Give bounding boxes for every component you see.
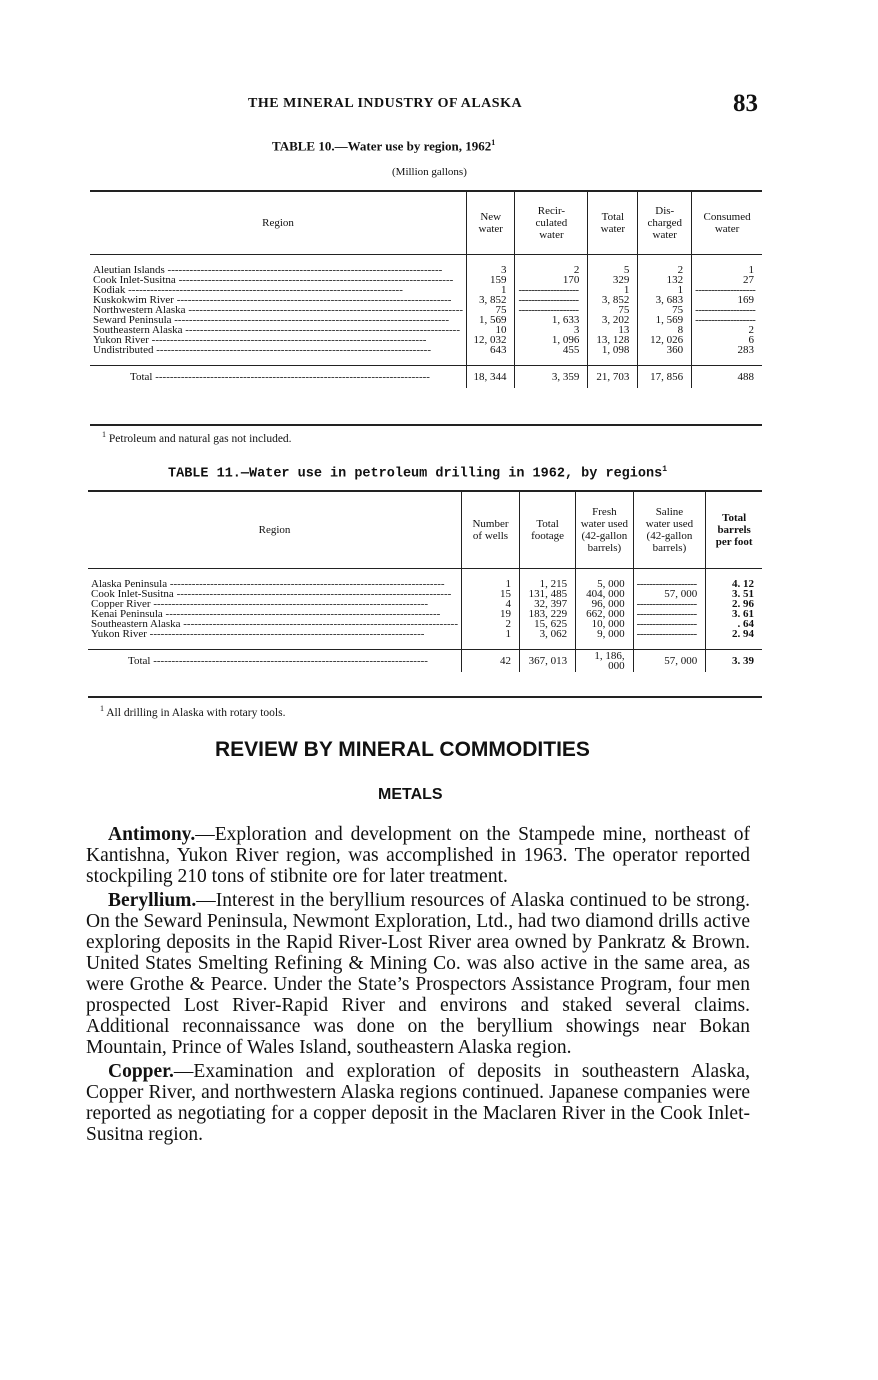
table10-header-row	[90, 192, 762, 254]
t10-total-total: 21, 703	[588, 365, 638, 388]
t10-new: 159	[467, 275, 515, 285]
t10-discharged: 75	[638, 305, 692, 315]
table10-footnote	[102, 430, 292, 445]
t10-discharged: 132	[638, 275, 692, 285]
paragraph-lead: Antimony.	[108, 824, 196, 845]
t10-col-discharged: Dis- charged water	[638, 192, 692, 254]
t10-region: Kodiak -----	[90, 285, 467, 295]
running-title: THE MINERAL INDUSTRY OF ALASKA	[248, 96, 523, 111]
t11-region: Kenai Peninsula -----	[88, 609, 462, 619]
table-row	[90, 285, 762, 295]
section-title: REVIEW BY MINERAL COMMODITIES	[215, 738, 590, 761]
t10-new: 643	[467, 345, 515, 355]
t11-footage: 1, 215	[519, 579, 575, 589]
t11-footage: 3, 062	[519, 629, 575, 639]
table-row	[90, 305, 762, 315]
t10-total: 13	[588, 325, 638, 335]
t11-region: Alaska Peninsula -----	[88, 579, 462, 589]
t11-fresh: 96, 000	[576, 599, 633, 609]
t11-fresh: 662, 000	[576, 609, 633, 619]
t11-fresh: 9, 000	[576, 629, 633, 639]
t10-recirculated: 1, 633	[515, 315, 588, 325]
t11-footnote-mark: 1	[100, 704, 104, 713]
t11-fresh: 404, 000	[576, 589, 633, 599]
t11-col-barrels-per-foot: Total barrels per foot	[706, 492, 762, 568]
body-text	[86, 824, 750, 1145]
table-row	[90, 315, 762, 325]
t11-bpf: 3. 51	[706, 589, 762, 599]
t10-total: 13, 128	[588, 335, 638, 345]
section-subtitle: METALS	[378, 786, 443, 803]
page-number: 83	[733, 90, 758, 117]
t10-recirculated: 1, 096	[515, 335, 588, 345]
t11-region: Copper River -----	[88, 599, 462, 609]
t10-consumed: 2	[692, 325, 762, 335]
t10-col-new: New water	[467, 192, 515, 254]
table-row	[90, 335, 762, 345]
table10-frame	[90, 190, 762, 426]
t11-saline-empty: -------------------	[633, 599, 706, 609]
t11-footnote-text: All drilling in Alaska with rotary tools.	[106, 706, 286, 719]
t10-recirculated-empty: -------------------	[515, 285, 588, 295]
t10-recirculated: 455	[515, 345, 588, 355]
table-row	[88, 579, 762, 589]
table-row	[88, 589, 762, 599]
paragraph-text: —Exploration and development on the Stampede mine, northeast of Kantishna, Yukon River region, was accomplished in 1963. The operator reported stockpiling 210 tons of stibnite ore for later treatment.	[86, 824, 750, 887]
t11-bpf: 2. 94	[706, 629, 762, 639]
t11-footage: 183, 229	[519, 609, 575, 619]
table10-caption-text: TABLE 10.—Water use by region, 1962	[272, 138, 492, 154]
table10-caption-note: 1	[491, 138, 496, 147]
t10-total: 5	[588, 265, 638, 275]
t10-region: Northwestern Alaska -----	[90, 305, 467, 315]
t10-discharged: 8	[638, 325, 692, 335]
paragraph-text: —Examination and exploration of deposits in southeastern Alaska, Copper River, and northwestern Alaska regions continued. Japanese companies were reported as negotiating for a copper deposit in the Maclaren River in the Cook Inlet-Susitna region.	[86, 1061, 750, 1145]
t10-col-recirculated: Recir- culated water	[515, 192, 588, 254]
table-row	[90, 325, 762, 335]
t11-fresh: 5, 000	[576, 579, 633, 589]
table11-footnote	[100, 704, 285, 719]
t10-total: 3, 852	[588, 295, 638, 305]
table-row	[88, 619, 762, 629]
t10-total-recirculated: 3, 359	[515, 365, 588, 388]
t10-new: 12, 032	[467, 335, 515, 345]
t10-col-region: Region	[262, 216, 294, 229]
t10-region: Kuskokwim River -----	[90, 295, 467, 305]
t10-discharged: 3, 683	[638, 295, 692, 305]
table10-caption	[272, 138, 495, 154]
t10-new: 10	[467, 325, 515, 335]
t10-new: 1	[467, 285, 515, 295]
t11-saline: 57, 000	[633, 589, 706, 599]
t10-region: Undistributed -----	[90, 345, 467, 355]
t11-footage: 32, 397	[519, 599, 575, 609]
paragraph-copper	[86, 1061, 750, 1145]
paragraph-lead: Copper.	[108, 1061, 174, 1082]
t10-recirculated-empty: -------------------	[515, 305, 588, 315]
t11-total-footage: 367, 013	[519, 649, 575, 672]
t10-consumed-empty: -------------------	[692, 285, 762, 295]
t11-wells: 4	[462, 599, 520, 609]
t10-col-consumed: Consumed water	[692, 192, 762, 254]
table10	[90, 192, 762, 388]
t10-new: 1, 569	[467, 315, 515, 325]
t10-discharged: 360	[638, 345, 692, 355]
t10-recirculated: 3	[515, 325, 588, 335]
table-row	[88, 609, 762, 619]
t11-saline-empty: -------------------	[633, 619, 706, 629]
t10-col-total: Total water	[588, 192, 638, 254]
table-row	[90, 265, 762, 275]
t10-region: Cook Inlet-Susitna -----	[90, 275, 467, 285]
t10-recirculated-empty: -------------------	[515, 295, 588, 305]
t10-consumed: 27	[692, 275, 762, 285]
t11-col-fresh: Fresh water used (42-gallon barrels)	[576, 492, 633, 568]
t11-footage: 15, 625	[519, 619, 575, 629]
paragraph-text: —Interest in the beryllium resources of Alaska continued to be strong. On the Seward Peninsula, Newmont Exploration, Ltd., had two diamond drills active exploring deposits in the Rapid River-Lost River area owned by Pankratz & Brown. United States Smelting Refining & Mining Co. was also active in the same area, as were Grothe & Pearce. Under the State’s Prospectors Assistance Program, four men prospected Lost River-Rapid River and environs and staked several claims. Additional reconnaissance was done on the beryllium showings near Bokan Mountain, Prince of Wales Island, southeastern Alaska region.	[86, 890, 750, 1058]
t11-wells: 2	[462, 619, 520, 629]
t10-consumed: 6	[692, 335, 762, 345]
paragraph-beryllium	[86, 890, 750, 1058]
table-row	[90, 345, 762, 355]
t11-footage: 131, 485	[519, 589, 575, 599]
t10-region: Aleutian Islands -----	[90, 265, 467, 275]
t11-col-footage: Total footage	[519, 492, 575, 568]
table11-total-row	[88, 649, 762, 672]
t11-saline-empty: -------------------	[633, 579, 706, 589]
paragraph-antimony	[86, 824, 750, 887]
t11-wells: 19	[462, 609, 520, 619]
t11-bpf: 2. 96	[706, 599, 762, 609]
t10-recirculated: 170	[515, 275, 588, 285]
t10-total-new: 18, 344	[467, 365, 515, 388]
table10-total-row	[90, 365, 762, 388]
t10-new: 3, 852	[467, 295, 515, 305]
paragraph-lead: Beryllium.	[108, 890, 197, 911]
t10-total: 329	[588, 275, 638, 285]
t11-saline-empty: -------------------	[633, 609, 706, 619]
t10-total-consumed: 488	[692, 365, 762, 388]
t11-bpf: 3. 61	[706, 609, 762, 619]
table-row	[88, 599, 762, 609]
t10-consumed: 169	[692, 295, 762, 305]
t10-total: 3, 202	[588, 315, 638, 325]
t10-discharged: 2	[638, 265, 692, 275]
t10-discharged: 1, 569	[638, 315, 692, 325]
table11-caption-note: 1	[662, 465, 667, 474]
t11-wells: 1	[462, 629, 520, 639]
t10-consumed: 1	[692, 265, 762, 275]
t11-total-label: Total -----	[88, 649, 462, 672]
t11-col-wells: Number of wells	[462, 492, 520, 568]
t10-region: Seward Peninsula -----	[90, 315, 467, 325]
t11-total-fresh: 1, 186, 000	[576, 649, 633, 672]
t10-consumed-empty: -------------------	[692, 305, 762, 315]
t10-consumed: 283	[692, 345, 762, 355]
t10-total: 1, 098	[588, 345, 638, 355]
table11-header-row	[88, 492, 762, 568]
t10-total: 1	[588, 285, 638, 295]
t10-consumed-empty: -------------------	[692, 315, 762, 325]
t11-region: Southeastern Alaska -----	[88, 619, 462, 629]
t11-total-saline: 57, 000	[633, 649, 706, 672]
t11-bpf: 4. 12	[706, 579, 762, 589]
t11-total-wells: 42	[462, 649, 520, 672]
table11-caption	[168, 465, 667, 482]
t10-discharged: 1	[638, 285, 692, 295]
t10-region: Southeastern Alaska -----	[90, 325, 467, 335]
t10-new: 3	[467, 265, 515, 275]
t10-new: 75	[467, 305, 515, 315]
t11-region: Yukon River -----	[88, 629, 462, 639]
t10-total-label: Total -----	[90, 365, 467, 388]
t10-total: 75	[588, 305, 638, 315]
t10-recirculated: 2	[515, 265, 588, 275]
t11-region: Cook Inlet-Susitna -----	[88, 589, 462, 599]
t11-total-bpf: 3. 39	[706, 649, 762, 672]
t11-bpf: . 64	[706, 619, 762, 629]
table-row	[90, 275, 762, 285]
table10-unit: (Million gallons)	[392, 166, 467, 178]
t10-total-discharged: 17, 856	[638, 365, 692, 388]
t11-saline-empty: -------------------	[633, 629, 706, 639]
t11-wells: 1	[462, 579, 520, 589]
t10-footnote-text: Petroleum and natural gas not included.	[108, 432, 292, 445]
t11-wells: 15	[462, 589, 520, 599]
table11-caption-text: TABLE 11.—Water use in petroleum drilling in 1962, by regions	[168, 466, 663, 482]
table11-frame	[88, 490, 762, 698]
table11	[88, 492, 762, 672]
t11-col-saline: Saline water used (42-gallon barrels)	[633, 492, 706, 568]
table-row	[88, 629, 762, 639]
t10-footnote-mark: 1	[102, 430, 106, 439]
t10-discharged: 12, 026	[638, 335, 692, 345]
t11-col-region: Region	[258, 523, 291, 536]
t10-region: Yukon River -----	[90, 335, 467, 345]
table-row	[90, 295, 762, 305]
t11-fresh: 10, 000	[576, 619, 633, 629]
